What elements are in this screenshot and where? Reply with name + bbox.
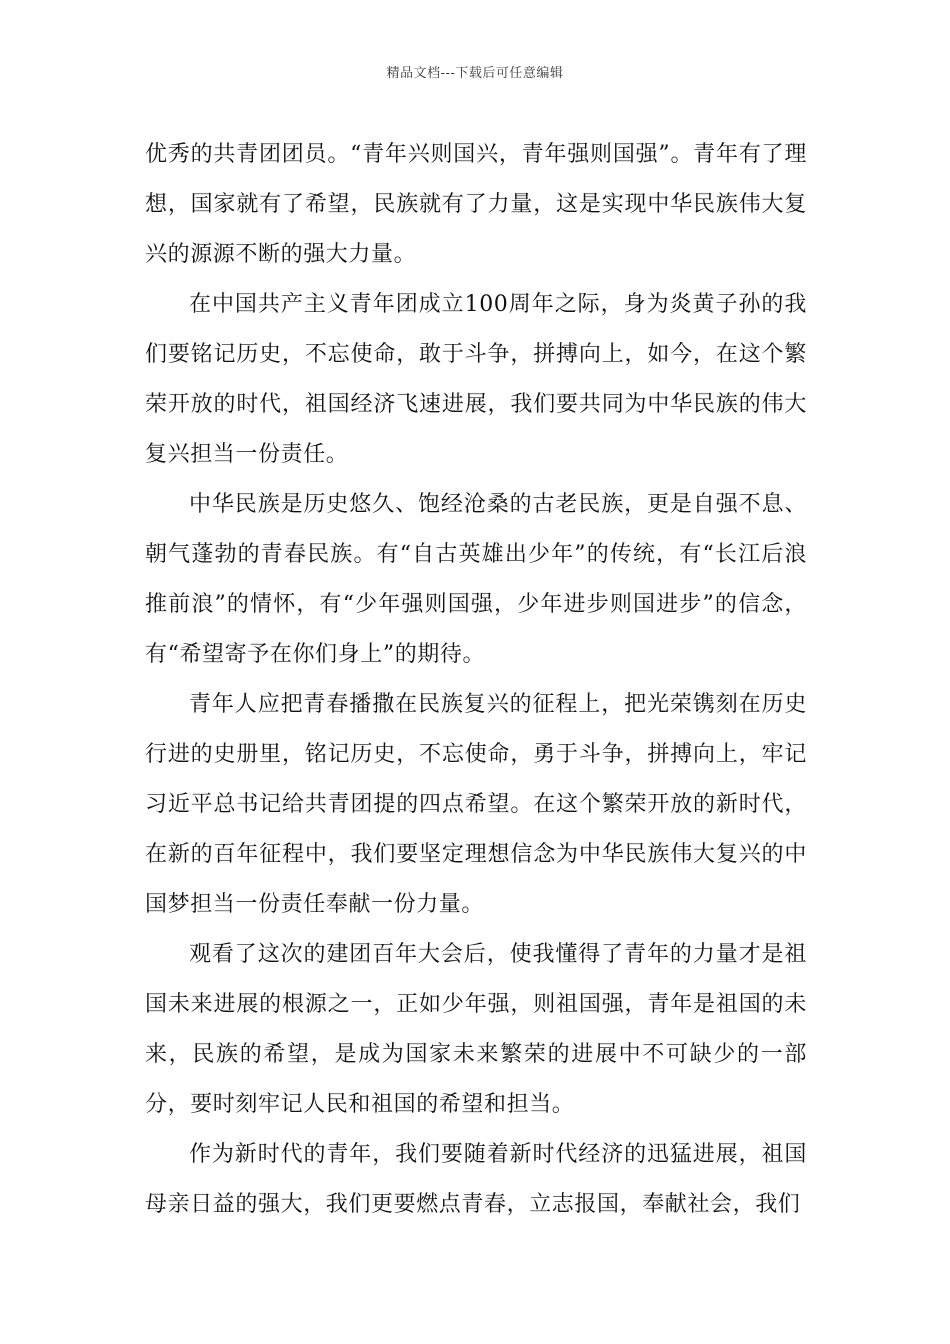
paragraph: 观看了这次的建团百年大会后，使我懂得了青年的力量才是祖国未来进展的根源之一，正如少年强，则祖国强，青年是祖国的未来，民族的希望，是成为国家未来繁荣的进展中不可缺少的一部分，要时刻牢记人民和祖国的希望和担当。 [145,942,807,1117]
paragraph: 作为新时代的青年，我们要随着新时代经济的迅猛进展，祖国母亲日益的强大，我们更要燃点青春，立志报国，奉献社会，我们 [145,1142,807,1217]
document-body [145,130,807,1230]
paragraph: 青年人应把青春播撒在民族复兴的征程上，把光荣镌刻在历史行进的史册里，铭记历史，不忘使命，勇于斗争，拼搏向上，牢记习近平总书记给共青团提的四点希望。在这个繁荣开放的新时代，在新的百年征程中，我们要坚定理想信念为中华民族伟大复兴的中国梦担当一份责任奉献一份力量。 [145,692,807,917]
page-header: 精品文档---下载后可任意编辑 [386,66,564,81]
paragraph-continuation: 优秀的共青团团员。“青年兴则国兴，青年强则国强”。青年有了理想，国家就有了希望，民族就有了力量，这是实现中华民族伟大复兴的源源不断的强大力量。 [145,142,807,267]
paragraph: 中华民族是历史悠久、饱经沧桑的古老民族，更是自强不息、朝气蓬勃的青春民族。有“自古英雄出少年”的传统，有“长江后浪推前浪”的情怀，有“少年强则国强，少年进步则国进步”的信念，有“希望寄予在你们身上”的期待。 [145,492,807,667]
paragraph: 在中国共产主义青年团成立100周年之际，身为炎黄子孙的我们要铭记历史，不忘使命，敢于斗争，拼搏向上，如今，在这个繁荣开放的时代，祖国经济飞速进展，我们要共同为中华民族的伟大复兴担当一份责任。 [145,292,807,467]
